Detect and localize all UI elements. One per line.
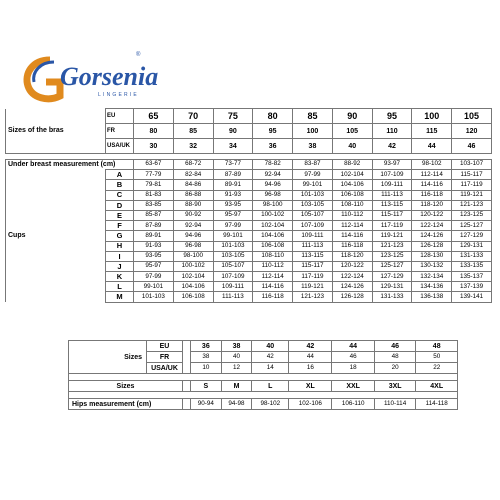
panty-us-label: USA/UK — [147, 363, 183, 374]
panty-eu-cell: 42 — [289, 341, 332, 352]
cup-letter: M — [106, 292, 134, 302]
cup-measure-cell: 90-92 — [173, 210, 213, 220]
cup-letter: L — [106, 282, 134, 292]
cup-measure-cell: 97-99 — [134, 272, 174, 282]
cup-measure-cell: 114-116 — [332, 231, 372, 241]
cup-measure-cell: 92-94 — [173, 221, 213, 231]
cup-measure-cell: 121-123 — [293, 292, 333, 302]
cup-measure-cell: 131-133 — [452, 251, 492, 261]
cup-measure-cell: 131-133 — [372, 292, 412, 302]
hips-cell: 102-106 — [289, 399, 332, 410]
us-size-cell: 32 — [173, 139, 213, 154]
cup-measure-cell: 127-129 — [452, 231, 492, 241]
panty-us-cell: 16 — [289, 363, 332, 374]
cup-measure-cell: 103-105 — [293, 200, 333, 210]
panty-size-table — [68, 340, 458, 410]
cups-label: Cups — [6, 170, 106, 302]
cup-measure-cell: 105-107 — [213, 261, 253, 271]
cup-measure-cell: 133-135 — [452, 261, 492, 271]
under-breast-cell: 93-97 — [372, 160, 412, 170]
cup-measure-cell: 92-94 — [253, 170, 293, 180]
panty-fr-cell: 42 — [252, 352, 289, 363]
cup-measure-cell: 113-115 — [293, 251, 333, 261]
cup-measure-cell: 110-112 — [332, 210, 372, 220]
under-breast-cell: 63-67 — [134, 160, 174, 170]
cup-measure-cell: 101-103 — [134, 292, 174, 302]
cup-measure-cell: 118-120 — [412, 200, 452, 210]
cup-measure-cell: 126-128 — [332, 292, 372, 302]
cup-letter: K — [106, 272, 134, 282]
cup-measure-cell: 102-104 — [173, 272, 213, 282]
fr-size-cell: 100 — [293, 124, 333, 139]
cup-letter: H — [106, 241, 134, 251]
cup-measure-cell: 89-91 — [213, 180, 253, 190]
cup-measure-cell: 116-118 — [253, 292, 293, 302]
cup-measure-cell: 108-110 — [253, 251, 293, 261]
cup-measure-cell: 95-97 — [213, 210, 253, 220]
cup-measure-cell: 86-88 — [173, 190, 213, 200]
eu-size-cell: 90 — [332, 109, 372, 124]
cup-measure-cell: 120-122 — [332, 261, 372, 271]
cup-measure-cell: 127-129 — [372, 272, 412, 282]
panty-eu-cell: 36 — [191, 341, 222, 352]
cup-measure-cell: 129-131 — [372, 282, 412, 292]
us-size-cell: 46 — [452, 139, 492, 154]
panty-eu-cell: 46 — [374, 341, 416, 352]
cup-measure-cell: 115-117 — [452, 170, 492, 180]
us-size-cell: 34 — [213, 139, 253, 154]
cup-measure-cell: 111-113 — [293, 241, 333, 251]
cup-letter: G — [106, 231, 134, 241]
cup-measure-cell: 115-117 — [293, 261, 333, 271]
cup-measure-cell: 77-79 — [134, 170, 174, 180]
cup-measure-cell: 135-137 — [452, 272, 492, 282]
eu-size-cell: 80 — [253, 109, 293, 124]
cup-measure-cell: 119-121 — [372, 231, 412, 241]
panty-blank-row — [69, 392, 458, 399]
cup-measure-cell: 91-93 — [213, 190, 253, 200]
brand-name: Gorsenia — [60, 62, 159, 91]
cup-measure-cell: 122-124 — [412, 221, 452, 231]
cup-measure-cell: 116-118 — [412, 190, 452, 200]
fr-size-cell: 90 — [213, 124, 253, 139]
cup-measure-cell: 109-111 — [293, 231, 333, 241]
panty-us-cell: 14 — [252, 363, 289, 374]
cup-measure-cell: 99-101 — [134, 282, 174, 292]
cup-measure-cell: 79-81 — [134, 180, 174, 190]
cup-measure-cell: 100-102 — [253, 210, 293, 220]
cup-measure-cell: 117-119 — [372, 221, 412, 231]
cup-measure-cell: 107-109 — [293, 221, 333, 231]
panty-fr-label: FR — [147, 352, 183, 363]
under-breast-cell: 78-82 — [253, 160, 293, 170]
us-size-cell: 38 — [293, 139, 333, 154]
cup-measure-cell: 102-104 — [253, 221, 293, 231]
cup-measure-cell: 93-95 — [213, 200, 253, 210]
panty-fr-cell: 38 — [191, 352, 222, 363]
fr-size-cell: 110 — [372, 124, 412, 139]
fr-size-cell: 80 — [134, 124, 174, 139]
hips-cell: 94-98 — [221, 399, 252, 410]
cup-measure-cell: 136-138 — [412, 292, 452, 302]
cup-letter: E — [106, 210, 134, 220]
eu-size-cell: 75 — [213, 109, 253, 124]
hips-cell: 98-102 — [252, 399, 289, 410]
cup-measure-cell: 105-107 — [293, 210, 333, 220]
panty-us-cell: 20 — [374, 363, 416, 374]
cup-measure-cell: 116-118 — [332, 241, 372, 251]
under-breast-label: Under breast measurement (cm) — [6, 160, 134, 170]
cup-measure-cell: 112-114 — [332, 221, 372, 231]
spacer-cell — [69, 392, 458, 399]
cup-measure-cell: 100-102 — [173, 261, 213, 271]
panty-fr-cell: 48 — [374, 352, 416, 363]
panty-letter-cell: XL — [289, 381, 332, 392]
fr-size-cell: 120 — [452, 124, 492, 139]
panty-letter-cell: S — [191, 381, 222, 392]
cup-measure-cell: 134-136 — [412, 282, 452, 292]
separator-cell — [183, 381, 191, 392]
panty-letter-cell: 3XL — [374, 381, 416, 392]
fr-size-cell: 85 — [173, 124, 213, 139]
panty-eu-label: EU — [147, 341, 183, 352]
panty-letter-row — [69, 381, 458, 392]
us-label: USA/UK — [106, 139, 134, 154]
cup-measure-cell: 104-106 — [332, 180, 372, 190]
panty-us-cell: 18 — [332, 363, 374, 374]
cup-measure-cell: 112-114 — [253, 272, 293, 282]
cup-measure-cell: 128-130 — [412, 251, 452, 261]
cup-measure-cell: 87-89 — [134, 221, 174, 231]
panty-us-cell: 10 — [191, 363, 222, 374]
eu-size-cell: 65 — [134, 109, 174, 124]
panty-blank-row — [69, 374, 458, 381]
us-size-cell: 40 — [332, 139, 372, 154]
under-breast-cell: 73-77 — [213, 160, 253, 170]
cup-measure-cell: 123-125 — [372, 251, 412, 261]
cup-row — [6, 170, 492, 180]
hips-cell: 110-114 — [374, 399, 416, 410]
panty-eu-cell: 48 — [416, 341, 458, 352]
cup-measure-cell: 114-116 — [412, 180, 452, 190]
panty-us-cell: 12 — [221, 363, 252, 374]
cup-measure-cell: 108-110 — [332, 200, 372, 210]
panty-eu-cell: 38 — [221, 341, 252, 352]
under-breast-cell: 103-107 — [452, 160, 492, 170]
eu-size-cell: 100 — [412, 109, 452, 124]
cup-letter: D — [106, 200, 134, 210]
separator-cell — [183, 399, 191, 410]
cup-measure-cell: 126-128 — [412, 241, 452, 251]
cup-measure-cell: 84-86 — [173, 180, 213, 190]
cup-measure-cell: 121-123 — [452, 200, 492, 210]
cup-letter: B — [106, 180, 134, 190]
cup-measure-cell: 98-100 — [173, 251, 213, 261]
panty-letter-cell: M — [221, 381, 252, 392]
panty-letter-cell: L — [252, 381, 289, 392]
cup-letter: C — [106, 190, 134, 200]
eu-size-cell: 85 — [293, 109, 333, 124]
panty-fr-cell: 50 — [416, 352, 458, 363]
cup-measure-cell: 117-119 — [452, 180, 492, 190]
panty-eu-cell: 40 — [252, 341, 289, 352]
brand-logo — [20, 52, 170, 107]
cup-measure-cell: 111-113 — [213, 292, 253, 302]
cup-measure-cell: 139-141 — [452, 292, 492, 302]
panty-fr-cell: 44 — [289, 352, 332, 363]
cup-measure-cell: 94-96 — [173, 231, 213, 241]
cup-measure-cell: 95-97 — [134, 261, 174, 271]
cup-measure-cell: 97-99 — [293, 170, 333, 180]
cup-measure-cell: 114-116 — [253, 282, 293, 292]
under-breast-cell: 98-102 — [412, 160, 452, 170]
cup-measure-cell: 106-108 — [253, 241, 293, 251]
cup-measure-cell: 83-85 — [134, 200, 174, 210]
panty-eu-row — [69, 341, 458, 352]
cup-measure-cell: 104-106 — [253, 231, 293, 241]
separator-cell — [183, 341, 191, 374]
cup-measure-cell: 99-101 — [213, 231, 253, 241]
cup-measure-cell: 123-125 — [452, 210, 492, 220]
cup-measure-cell: 97-99 — [213, 221, 253, 231]
cup-measure-cell: 119-121 — [293, 282, 333, 292]
fr-size-cell: 115 — [412, 124, 452, 139]
cup-measure-cell: 124-126 — [412, 231, 452, 241]
cup-measure-cell: 93-95 — [134, 251, 174, 261]
fr-label: FR — [106, 124, 134, 139]
us-size-cell: 36 — [253, 139, 293, 154]
cup-measure-cell: 91-93 — [134, 241, 174, 251]
cup-measure-cell: 137-139 — [452, 282, 492, 292]
cup-measure-cell: 107-109 — [372, 170, 412, 180]
cup-measure-cell: 122-124 — [332, 272, 372, 282]
cup-measure-cell: 85-87 — [134, 210, 174, 220]
cup-measure-cell: 110-112 — [253, 261, 293, 271]
cup-measure-cell: 102-104 — [332, 170, 372, 180]
hips-label: Hips measurement (cm) — [69, 399, 183, 410]
eu-size-cell: 105 — [452, 109, 492, 124]
cup-measure-cell: 124-126 — [332, 282, 372, 292]
cup-letter: F — [106, 221, 134, 231]
cup-measure-cell: 121-123 — [372, 241, 412, 251]
cup-measure-cell: 119-121 — [452, 190, 492, 200]
cup-letter: A — [106, 170, 134, 180]
cup-measure-cell: 112-114 — [412, 170, 452, 180]
panty-eu-cell: 44 — [332, 341, 374, 352]
panty-us-cell: 22 — [416, 363, 458, 374]
us-size-cell: 42 — [372, 139, 412, 154]
cup-measure-cell: 96-98 — [253, 190, 293, 200]
panty-fr-cell: 46 — [332, 352, 374, 363]
fr-size-cell: 95 — [253, 124, 293, 139]
cup-measure-cell: 101-103 — [213, 241, 253, 251]
cup-measure-cell: 117-119 — [293, 272, 333, 282]
under-breast-cell: 83-87 — [293, 160, 333, 170]
under-breast-row — [6, 160, 492, 170]
cup-measure-cell: 98-100 — [253, 200, 293, 210]
cup-measure-cell: 107-109 — [213, 272, 253, 282]
cup-measure-cell: 109-111 — [372, 180, 412, 190]
panty-letter-cell: 4XL — [416, 381, 458, 392]
eu-label: EU — [106, 109, 134, 124]
cup-measure-cell: 125-127 — [372, 261, 412, 271]
brand-subtitle: LINGERIE — [98, 92, 139, 98]
us-size-cell: 30 — [134, 139, 174, 154]
cup-measure-cell: 101-103 — [293, 190, 333, 200]
under-breast-cell: 88-92 — [332, 160, 372, 170]
eu-size-row — [6, 109, 492, 124]
panty-fr-cell: 40 — [221, 352, 252, 363]
bra-size-table — [5, 108, 492, 303]
hips-cell: 90-94 — [191, 399, 222, 410]
cup-measure-cell: 130-132 — [412, 261, 452, 271]
cup-measure-cell: 88-90 — [173, 200, 213, 210]
cup-measure-cell: 103-105 — [213, 251, 253, 261]
cup-measure-cell: 81-83 — [134, 190, 174, 200]
hips-cell: 106-110 — [332, 399, 374, 410]
panty-letter-sizes-label: Sizes — [69, 381, 183, 392]
eu-size-cell: 95 — [372, 109, 412, 124]
spacer-cell — [69, 374, 458, 381]
cup-measure-cell: 113-115 — [372, 200, 412, 210]
eu-size-cell: 70 — [173, 109, 213, 124]
cup-measure-cell: 109-111 — [213, 282, 253, 292]
cup-measure-cell: 125-127 — [452, 221, 492, 231]
cup-measure-cell: 89-91 — [134, 231, 174, 241]
cup-measure-cell: 82-84 — [173, 170, 213, 180]
cup-measure-cell: 118-120 — [332, 251, 372, 261]
brand-registered-mark: ® — [136, 52, 141, 58]
cup-measure-cell: 111-113 — [372, 190, 412, 200]
hips-row — [69, 399, 458, 410]
cup-measure-cell: 115-117 — [372, 210, 412, 220]
cup-measure-cell: 132-134 — [412, 272, 452, 282]
panty-sizes-label: Sizes — [69, 341, 147, 374]
cup-letter: J — [106, 261, 134, 271]
under-breast-cell: 68-72 — [173, 160, 213, 170]
cup-measure-cell: 106-108 — [173, 292, 213, 302]
cup-letter: I — [106, 251, 134, 261]
cup-measure-cell: 104-106 — [173, 282, 213, 292]
cup-measure-cell: 94-96 — [253, 180, 293, 190]
cup-measure-cell: 106-108 — [332, 190, 372, 200]
cup-measure-cell: 129-131 — [452, 241, 492, 251]
hips-cell: 114-118 — [416, 399, 458, 410]
cup-measure-cell: 120-122 — [412, 210, 452, 220]
panty-letter-cell: XXL — [332, 381, 374, 392]
cup-measure-cell: 99-101 — [293, 180, 333, 190]
us-size-cell: 44 — [412, 139, 452, 154]
cup-measure-cell: 87-89 — [213, 170, 253, 180]
bra-sizes-title: Sizes of the bras — [6, 109, 106, 154]
fr-size-cell: 105 — [332, 124, 372, 139]
cup-measure-cell: 96-98 — [173, 241, 213, 251]
